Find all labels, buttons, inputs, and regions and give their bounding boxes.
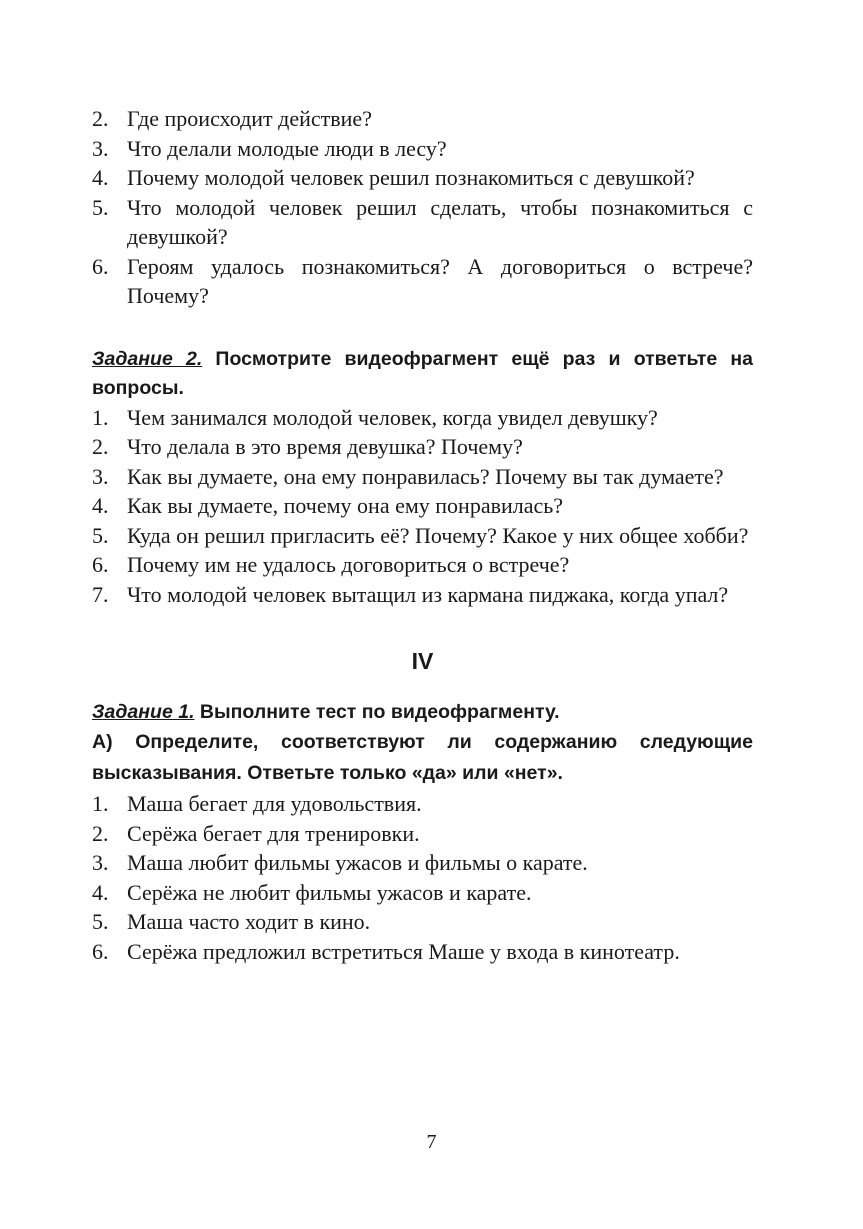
list-item bbox=[92, 819, 753, 849]
page-content bbox=[92, 104, 753, 966]
item-number: 7. bbox=[92, 581, 109, 607]
list-item bbox=[92, 432, 753, 462]
item-number: 4. bbox=[92, 879, 109, 905]
item-text: Куда он решил пригласить её? Почему? Какое у них общее хобби? bbox=[127, 522, 749, 548]
list-item bbox=[92, 937, 753, 967]
list-item bbox=[92, 163, 753, 193]
task-2-heading bbox=[92, 345, 753, 403]
subtask-instruction: А) Определите, соответствуют ли содержанию следующие высказывания. Ответьте только «да» или «нет». bbox=[92, 731, 753, 784]
item-number: 6. bbox=[92, 938, 109, 964]
page-number: 7 bbox=[426, 1131, 437, 1153]
task-label: Задание 2. bbox=[92, 347, 203, 370]
list-item bbox=[92, 878, 753, 908]
item-text: Маша часто ходит в кино. bbox=[127, 909, 371, 934]
list-item bbox=[92, 491, 753, 521]
item-text: Серёжа не любит фильмы ужасов и карате. bbox=[127, 879, 532, 905]
item-number: 2. bbox=[92, 434, 109, 459]
item-number: 3. bbox=[92, 135, 109, 161]
item-text: Что молодой человек вытащил из кармана пиджака, когда упал? bbox=[127, 581, 729, 607]
item-number: 4. bbox=[92, 165, 109, 190]
question-list-1 bbox=[92, 104, 753, 311]
item-number: 1. bbox=[92, 791, 109, 816]
item-number: 2. bbox=[92, 106, 109, 131]
item-text: Героям удалось познакомиться? А договориться о встрече? Почему? bbox=[127, 253, 753, 308]
list-item bbox=[92, 550, 753, 580]
task-1-heading bbox=[92, 698, 753, 727]
list-item bbox=[92, 252, 753, 311]
list-item bbox=[92, 580, 753, 610]
item-text: Как вы думаете, она ему понравилась? Почему вы так думаете? bbox=[127, 463, 724, 489]
task-instruction: Выполните тест по видеофрагменту. bbox=[199, 701, 560, 723]
list-item bbox=[92, 848, 753, 878]
item-text: Что молодой человек решил сделать, чтобы познакомиться с девушкой? bbox=[127, 194, 753, 249]
item-number: 4. bbox=[92, 493, 109, 518]
item-number: 2. bbox=[92, 820, 109, 846]
item-number: 6. bbox=[92, 552, 109, 577]
item-number: 5. bbox=[92, 909, 109, 934]
item-text: Что делали молодые люди в лесу? bbox=[127, 135, 447, 161]
task-label: Задание 1. bbox=[92, 701, 195, 723]
item-text: Маша любит фильмы ужасов и фильмы о карате. bbox=[127, 850, 588, 875]
item-number: 1. bbox=[92, 404, 109, 430]
list-item bbox=[92, 104, 753, 134]
item-text: Серёжа предложил встретиться Маше у входа в кинотеатр. bbox=[127, 938, 680, 964]
item-text: Маша бегает для удовольствия. bbox=[127, 791, 422, 816]
list-item bbox=[92, 521, 753, 551]
item-number: 3. bbox=[92, 850, 109, 875]
task-instruction: Посмотрите видеофрагмент ещё раз и ответьте на вопросы. bbox=[92, 347, 753, 399]
item-text: Серёжа бегает для тренировки. bbox=[127, 820, 420, 846]
item-text: Почему им не удалось договориться о встрече? bbox=[127, 552, 570, 577]
list-item bbox=[92, 789, 753, 819]
question-list-2 bbox=[92, 403, 753, 610]
item-number: 5. bbox=[92, 194, 109, 220]
item-text: Что делала в это время девушка? Почему? bbox=[127, 434, 523, 459]
item-number: 3. bbox=[92, 463, 109, 489]
list-item bbox=[92, 403, 753, 433]
list-item bbox=[92, 462, 753, 492]
item-text: Чем занимался молодой человек, когда увидел девушку? bbox=[127, 404, 658, 430]
item-text: Как вы думаете, почему она ему понравилась? bbox=[127, 493, 564, 518]
item-number: 6. bbox=[92, 253, 109, 279]
item-number: 5. bbox=[92, 522, 109, 548]
section-title: IV bbox=[411, 648, 434, 674]
item-text: Почему молодой человек решил познакомиться с девушкой? bbox=[127, 165, 695, 190]
list-item bbox=[92, 907, 753, 937]
list-item bbox=[92, 134, 753, 164]
list-item bbox=[92, 193, 753, 252]
statement-list bbox=[92, 789, 753, 966]
item-text: Где происходит действие? bbox=[127, 106, 372, 131]
